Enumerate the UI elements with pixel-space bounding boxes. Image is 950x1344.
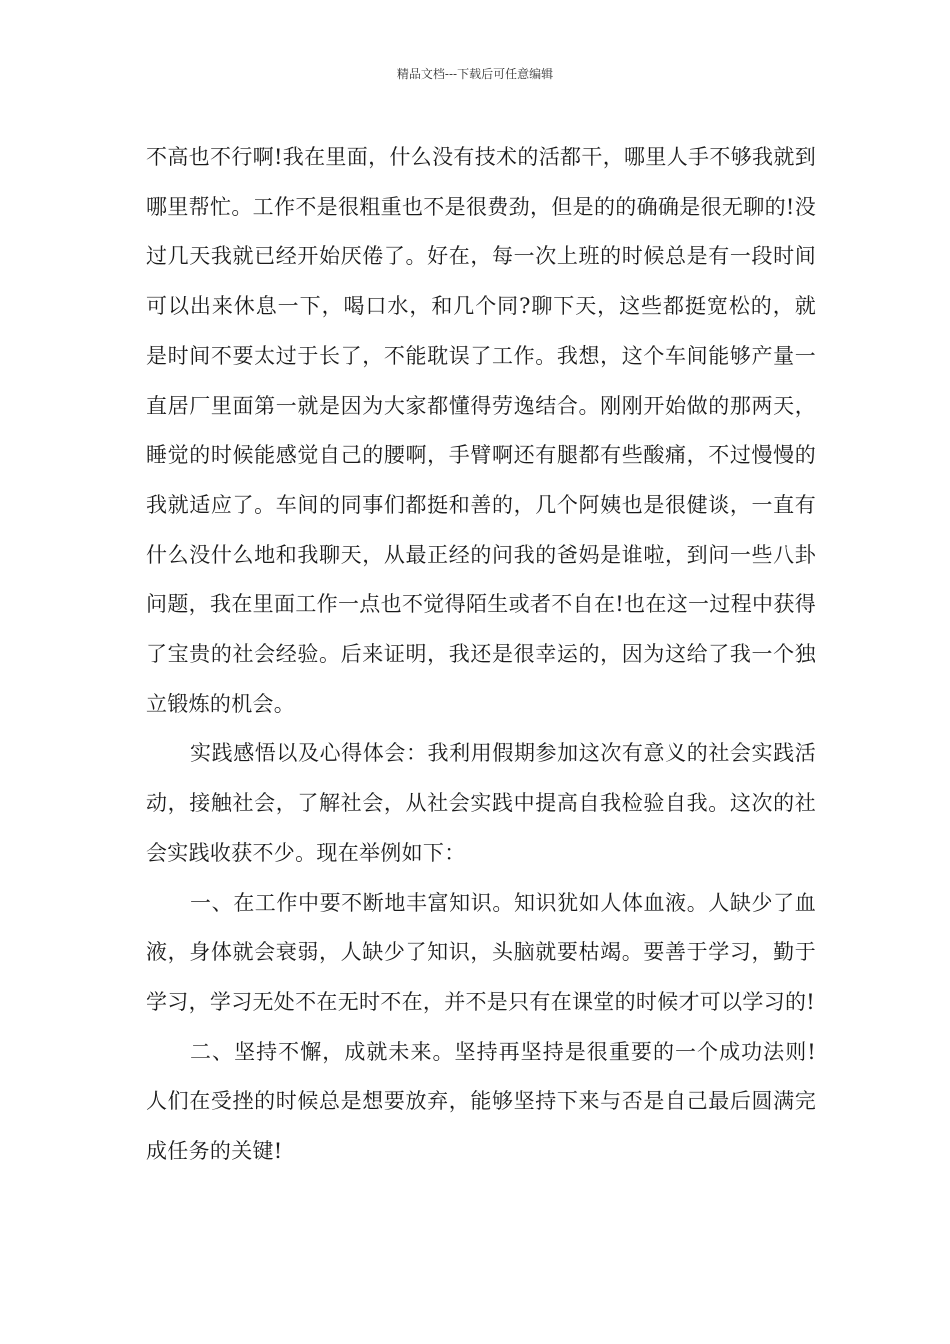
- paragraph-2: 实践感悟以及心得体会：我利用假期参加这次有意义的社会实践活动，接触社会，了解社会，从社会实践中提高自我检验自我。这次的社会实践收获不少。现在举例如下：: [146, 741, 816, 865]
- paragraph-1: 不高也不行啊!我在里面，什么没有技术的活都干，哪里人手不够我就到哪里帮忙。工作不是很粗重也不是很费劲，但是的的确确是很无聊的!没过几天我就已经开始厌倦了。好在，每一次上班的时候总是有一段时间可以出来休息一下，喝口水，和几个同?聊下天，这些都挺宽松的，就是时间不要太过于长了，不能耽误了工作。我想，这个车间能够产量一直居厂里面第一就是因为大家都懂得劳逸结合。刚刚开始做的那两天，睡觉的时候能感觉自己的腰啊，手臂啊还有腿都有些酸痛，不过慢慢的我就适应了。车间的同事们都挺和善的，几个阿姨也是很健谈，一直有什么没什么地和我聊天，从最正经的问我的爸妈是谁啦，到问一些八卦问题，我在里面工作一点也不觉得陌生或者不自在!也在这一过程中获得了宝贵的社会经验。后来证明，我还是很幸运的，因为这给了我一个独立锻炼的机会。: [146, 145, 816, 716]
- document-body: [146, 133, 816, 1177]
- page-header: 精品文档---下载后可任意编辑: [396, 67, 554, 81]
- paragraph-3: 一、在工作中要不断地丰富知识。知识犹如人体血液。人缺少了血液，身体就会衰弱，人缺少了知识，头脑就要枯竭。要善于学习，勤于学习，学习无处不在无时不在，并不是只有在课堂的时候才可以学习的!: [146, 890, 816, 1014]
- paragraph-4: 二、坚持不懈，成就未来。坚持再坚持是很重要的一个成功法则!人们在受挫的时候总是想要放弃，能够坚持下来与否是自己最后圆满完成任务的关键!: [146, 1039, 816, 1164]
